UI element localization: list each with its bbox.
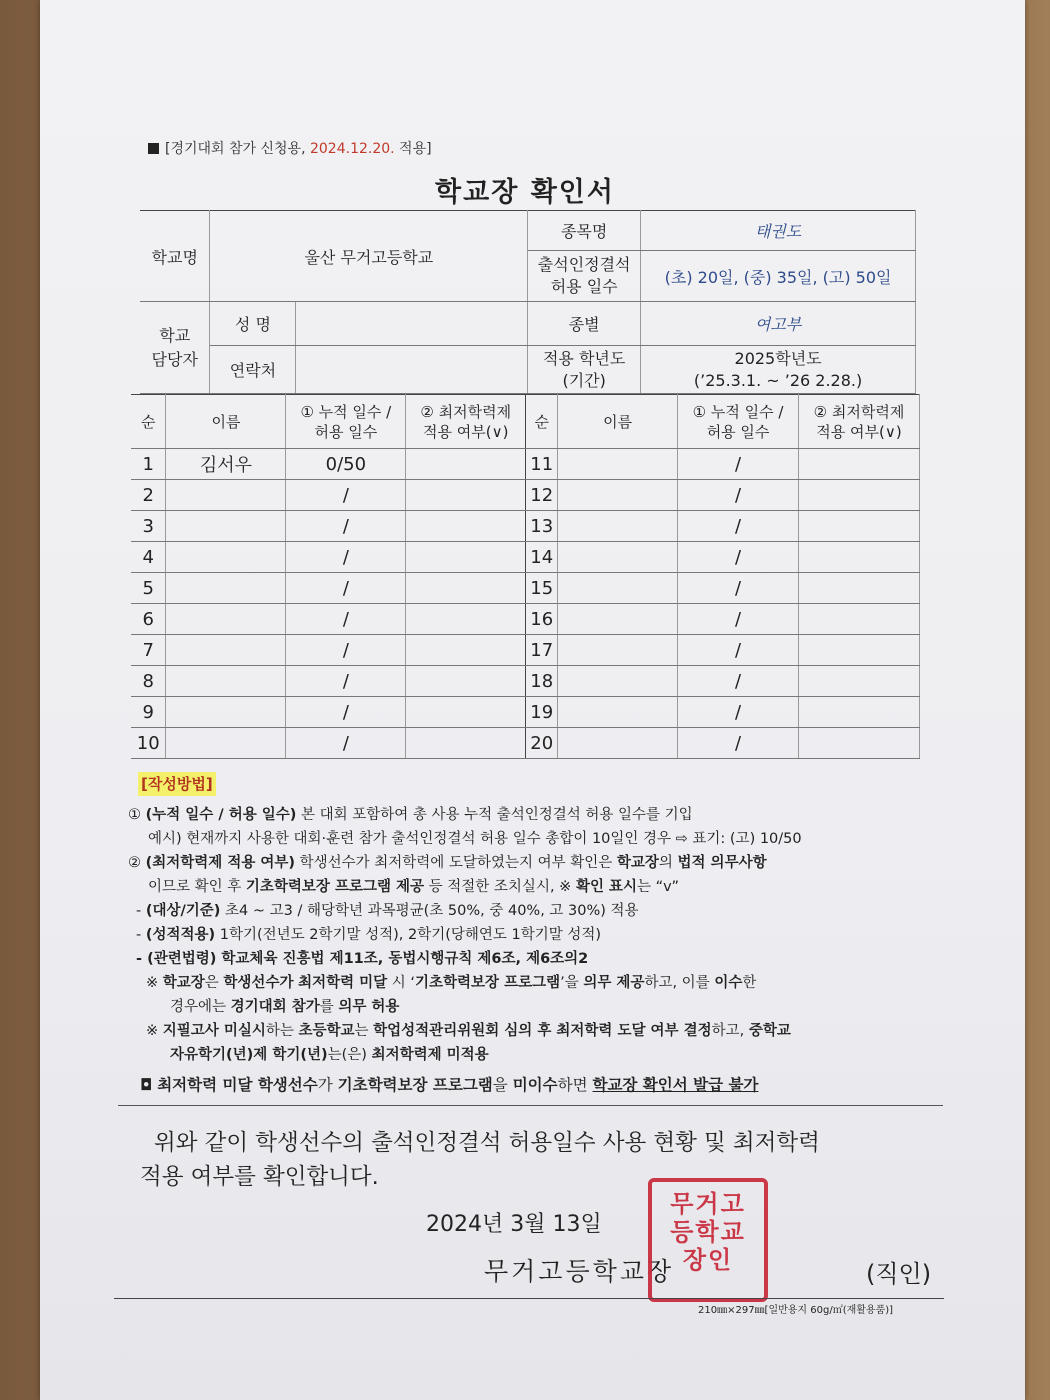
table-row (131, 542, 920, 573)
note-2: ② (최저학력제 적용 여부) 학생선수가 최저학력에 도달하였는지 여부 확인은 학교장의 법적 의무사항 (128, 855, 767, 871)
table-row (131, 573, 920, 604)
row-no: 5 (131, 573, 166, 604)
row-check (799, 573, 920, 604)
row-days: / (286, 604, 406, 635)
row-days: / (678, 449, 799, 480)
table-row (131, 666, 920, 697)
table-row (131, 511, 920, 542)
footer-line (114, 1298, 944, 1299)
name-value (296, 302, 528, 346)
school-label: 학교명 (140, 211, 210, 302)
row-days: / (678, 480, 799, 511)
row-days: / (678, 728, 799, 759)
row-days: / (286, 635, 406, 666)
contact-label: 연락처 (210, 346, 296, 394)
row-name (166, 635, 286, 666)
row-check (406, 480, 526, 511)
category-value: 여고부 (641, 302, 916, 346)
row-no: 9 (131, 697, 166, 728)
row-check (406, 542, 526, 573)
table-row (131, 728, 920, 759)
col-no: 순 (131, 395, 166, 449)
event-label: 종목명 (528, 211, 641, 251)
row-name (558, 573, 678, 604)
star-note-2: ※ 지필고사 미실시하는 초등학교는 학업성적관리위원회 심의 후 최저학력 도달 여부 결정하고, 중학교 (146, 1023, 791, 1039)
row-name (558, 728, 678, 759)
row-name (558, 449, 678, 480)
row-name (558, 635, 678, 666)
row-days: / (678, 635, 799, 666)
row-no: 2 (131, 480, 166, 511)
paper-spec: 210㎜×297㎜[일반용지 60g/㎡(재활용품)] (698, 1305, 894, 1316)
row-no: 12 (526, 480, 558, 511)
athlete-table (131, 394, 920, 759)
row-days: / (678, 697, 799, 728)
row-check (406, 573, 526, 604)
row-check (799, 480, 920, 511)
row-name (558, 666, 678, 697)
row-no: 19 (526, 697, 558, 728)
col-days: ① 누적 일수 / 허용 일수 (678, 395, 799, 449)
event-value: 태권도 (641, 211, 916, 251)
row-name (166, 573, 286, 604)
category-label: 종별 (528, 302, 641, 346)
col-name: 이름 (558, 395, 678, 449)
detail-law: - (관련법령) 학교체육 진흥법 제11조, 동법시행규칙 제6조, 제6조의2 (136, 951, 589, 967)
row-no: 6 (131, 604, 166, 635)
row-check (406, 635, 526, 666)
table-row (131, 449, 920, 480)
form-header: [경기대회 참가 신청용, 2024.12.20. 적용] (148, 138, 432, 158)
row-check (406, 666, 526, 697)
row-no: 1 (131, 449, 166, 480)
row-check (799, 449, 920, 480)
note-1-example: 예시) 현재까지 사용한 대회·훈련 참가 출석인정결석 허용 일수 총합이 10일인 경우 ⇨ 표기: (고) 10/50 (148, 831, 802, 847)
row-days: / (678, 542, 799, 573)
row-check (406, 697, 526, 728)
table-row (131, 604, 920, 635)
col-apply: ② 최저학력제 적용 여부(∨) (406, 395, 526, 449)
seal-label: (직인) (866, 1260, 932, 1288)
instructions-heading: [작성방법] (138, 772, 216, 796)
row-name: 김서우 (166, 449, 286, 480)
absence-label: 출석인정결석 허용 일수 (528, 251, 641, 302)
warning-note: ◘ 최저학력 미달 학생선수가 기초학력보장 프로그램을 미이수하면 학교장 확인서 발급 불가 (140, 1076, 759, 1094)
row-no: 14 (526, 542, 558, 573)
issue-date: 2024년 3월 13일 (426, 1212, 602, 1237)
row-days: / (678, 604, 799, 635)
row-name (558, 542, 678, 573)
row-days: 0/50 (286, 449, 406, 480)
row-name (558, 511, 678, 542)
row-check (799, 542, 920, 573)
row-name (166, 511, 286, 542)
school-value: 울산 무거고등학교 (210, 211, 528, 302)
row-days: / (286, 542, 406, 573)
row-no: 10 (131, 728, 166, 759)
table-row (131, 697, 920, 728)
instructions (128, 772, 948, 1097)
row-name (166, 697, 286, 728)
star-note-2-cont: 자유학기(년)제 학기(년)는(은) 최저학력제 미적용 (170, 1047, 489, 1063)
row-check (799, 666, 920, 697)
row-days: / (286, 666, 406, 697)
absence-value: (초) 20일, (중) 35일, (고) 50일 (641, 251, 916, 302)
row-days: / (678, 573, 799, 604)
row-days: / (286, 573, 406, 604)
row-days: / (678, 511, 799, 542)
principal-signature: 무거고등학교장 (484, 1257, 675, 1286)
row-check (406, 449, 526, 480)
table-row (131, 480, 920, 511)
row-name (166, 480, 286, 511)
row-no: 13 (526, 511, 558, 542)
col-name: 이름 (166, 395, 286, 449)
row-check (406, 511, 526, 542)
row-no: 20 (526, 728, 558, 759)
divider (118, 1105, 943, 1106)
row-no: 3 (131, 511, 166, 542)
row-check (799, 604, 920, 635)
note-1: ① (누적 일수 / 허용 일수) 본 대회 포함하여 총 사용 누적 출석인정결석 허용 일수를 기입 (128, 807, 693, 823)
row-check (799, 728, 920, 759)
star-note-1: ※ 학교장은 학생선수가 최저학력 미달 시 ‘기초학력보장 프로그램’을 의무 제공하고, 이를 이수한 (146, 975, 757, 991)
row-name (558, 480, 678, 511)
row-check (799, 511, 920, 542)
row-name (166, 604, 286, 635)
col-no: 순 (526, 395, 558, 449)
table-header-row (131, 395, 920, 449)
manager-label: 학교 담당자 (140, 302, 210, 394)
row-check (799, 697, 920, 728)
row-check (406, 604, 526, 635)
official-seal-icon: 무거고 등학교 장인 (648, 1178, 768, 1302)
col-apply: ② 최저학력제 적용 여부(∨) (799, 395, 920, 449)
row-check (799, 635, 920, 666)
row-name (166, 666, 286, 697)
row-days: / (286, 728, 406, 759)
row-no: 15 (526, 573, 558, 604)
row-no: 4 (131, 542, 166, 573)
row-no: 7 (131, 635, 166, 666)
header-date: 2024.12.20. (309, 141, 395, 157)
row-days: / (286, 511, 406, 542)
row-no: 16 (526, 604, 558, 635)
year-value: 2025학년도 (’25.3.1. ~ ’26 2.28.) (641, 346, 916, 394)
row-days: / (678, 666, 799, 697)
note-2-cont: 이므로 확인 후 기초학력보장 프로그램 제공 등 적절한 조치실시, ※ 확인 표시는 “v” (148, 879, 679, 895)
row-check (406, 728, 526, 759)
page-title: 학교장 확인서 (435, 177, 615, 208)
square-bullet-icon (148, 143, 159, 154)
name-label: 성 명 (210, 302, 296, 346)
row-name (558, 604, 678, 635)
row-days: / (286, 697, 406, 728)
contact-value (296, 346, 528, 394)
col-days: ① 누적 일수 / 허용 일수 (286, 395, 406, 449)
row-name (166, 542, 286, 573)
row-no: 11 (526, 449, 558, 480)
row-name (166, 728, 286, 759)
row-no: 17 (526, 635, 558, 666)
table-row (131, 635, 920, 666)
detail-target: - (대상/기준) 초4 ~ 고3 / 해당학년 과목평균(초 50%, 중 40%, 고 30%) 적용 (136, 903, 639, 919)
star-note-1-cont: 경우에는 경기대회 참가를 의무 허용 (170, 999, 400, 1015)
confirmation-text: 위와 같이 학생선수의 출석인정결석 허용일수 사용 현황 및 최저학력 적용 여부를 확인합니다. (140, 1130, 820, 1190)
row-no: 8 (131, 666, 166, 697)
year-label: 적용 학년도 (기간) (528, 346, 641, 394)
row-name (558, 697, 678, 728)
info-table (140, 210, 916, 394)
detail-grades: - (성적적용) 1학기(전년도 2학기말 성적), 2학기(당해연도 1학기말 성적) (136, 927, 602, 943)
row-no: 18 (526, 666, 558, 697)
row-days: / (286, 480, 406, 511)
